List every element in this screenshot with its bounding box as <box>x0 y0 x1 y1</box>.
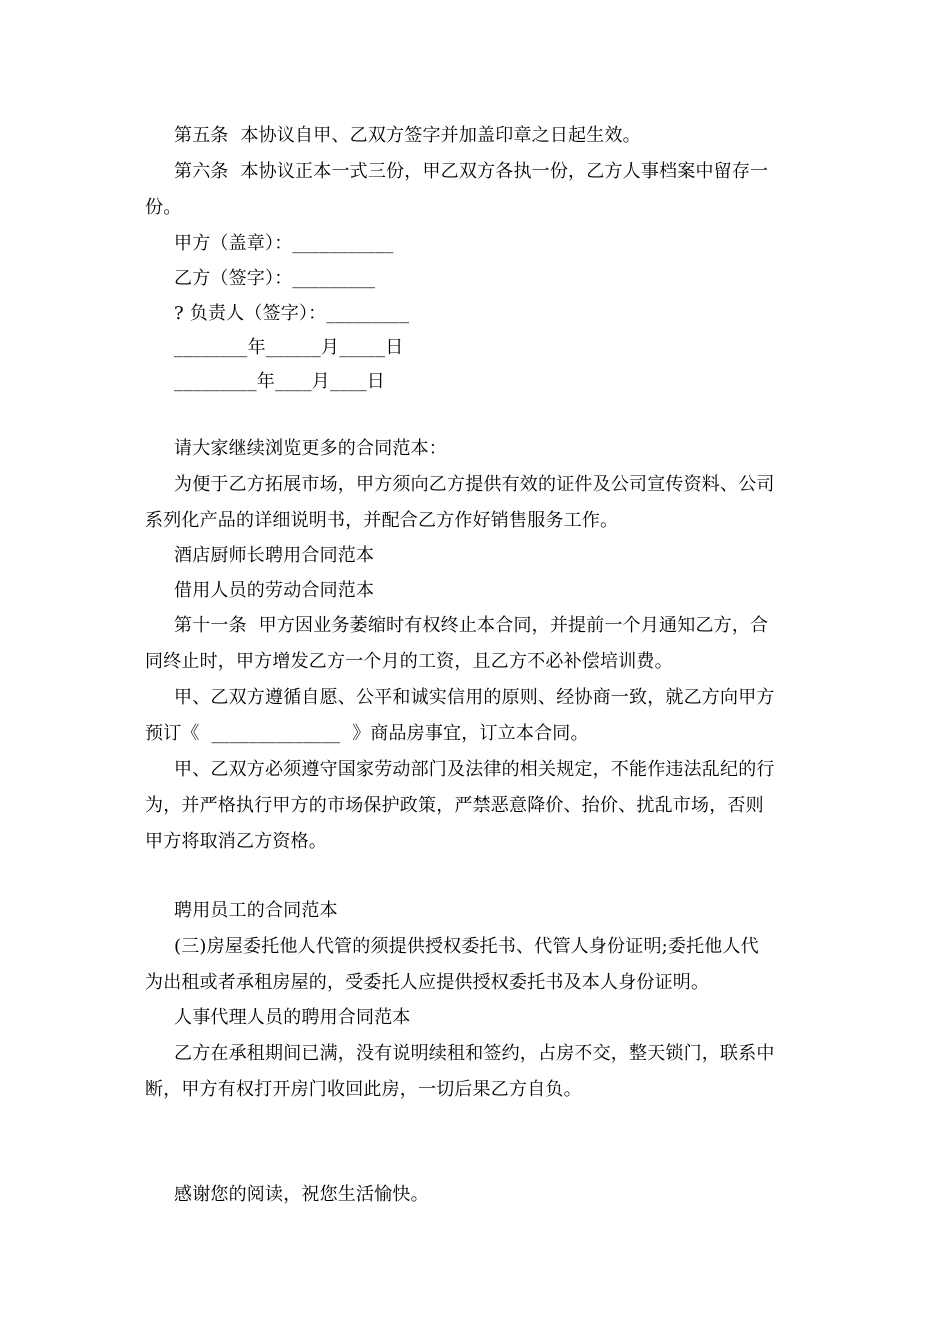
clause-11-line-1: 第十一条 甲方因业务萎缩时有权终止本合同，并提前一个月通知乙方，合 <box>174 615 769 636</box>
party-b-signature-field: 乙方（签字）：_________ <box>174 268 376 289</box>
template-title-hr-agency: 人事代理人员的聘用合同范本 <box>174 1007 411 1028</box>
template-title-borrowed-staff: 借用人员的劳动合同范本 <box>174 580 375 601</box>
clause-6-line-2: 份。 <box>145 197 182 218</box>
party-a-seal-field: 甲方（盖章）：___________ <box>174 233 394 254</box>
paragraph-housing-line-2: 预订《 ______________ 》商品房事宜，订立本合同。 <box>145 723 589 744</box>
more-templates-heading: 请大家继续浏览更多的合同范本： <box>174 438 447 459</box>
paragraph-lease-line-1: 乙方在承租期间已满，没有说明续租和签约，占房不交，整天锁门，联系中 <box>174 1043 775 1064</box>
date-field-1: ________年______月_____日 <box>174 337 404 358</box>
clause-11-line-2: 同终止时，甲方增发乙方一个月的工资，且乙方不必补偿培训费。 <box>145 651 673 672</box>
clause-6-line-1: 第六条 本协议正本一式三份，甲乙双方各执一份，乙方人事档案中留存一 <box>174 161 769 182</box>
template-title-employee: 聘用员工的合同范本 <box>174 900 338 921</box>
date-field-2: _________年____月____日 <box>174 371 385 392</box>
paragraph-lease-line-2: 断，甲方有权打开房门收回此房，一切后果乙方自负。 <box>145 1079 582 1100</box>
paragraph-labor-line-3: 甲方将取消乙方资格。 <box>145 831 327 852</box>
paragraph-market-line-2: 系列化产品的详细说明书，并配合乙方作好销售服务工作。 <box>145 510 619 531</box>
responsible-person-signature-field: ? 负责人（签字）：_________ <box>174 303 410 324</box>
paragraph-market-line-1: 为便于乙方拓展市场，甲方须向乙方提供有效的证件及公司宣传资料、公司 <box>174 474 775 495</box>
paragraph-housing-line-1: 甲、乙双方遵循自愿、公平和诚实信用的原则、经协商一致，就乙方向甲方 <box>174 687 775 708</box>
paragraph-labor-line-1: 甲、乙双方必须遵守国家劳动部门及法律的相关规定，不能作违法乱纪的行 <box>174 759 775 780</box>
clause-5: 第五条 本协议自甲、乙双方签字并加盖印章之日起生效。 <box>174 125 641 146</box>
template-title-chef: 酒店厨师长聘用合同范本 <box>174 545 375 566</box>
closing-thanks: 感谢您的阅读，祝您生活愉快。 <box>174 1184 429 1205</box>
paragraph-entrust-line-2: 为出租或者承租房屋的，受委托人应提供授权委托书及本人身份证明。 <box>145 972 710 993</box>
paragraph-entrust-line-1: (三)房屋委托他人代管的须提供授权委托书、代管人身份证明;委托他人代 <box>174 936 759 957</box>
paragraph-labor-line-2: 为，并严格执行甲方的市场保护政策，严禁恶意降价、抬价、扰乱市场，否则 <box>145 795 764 816</box>
